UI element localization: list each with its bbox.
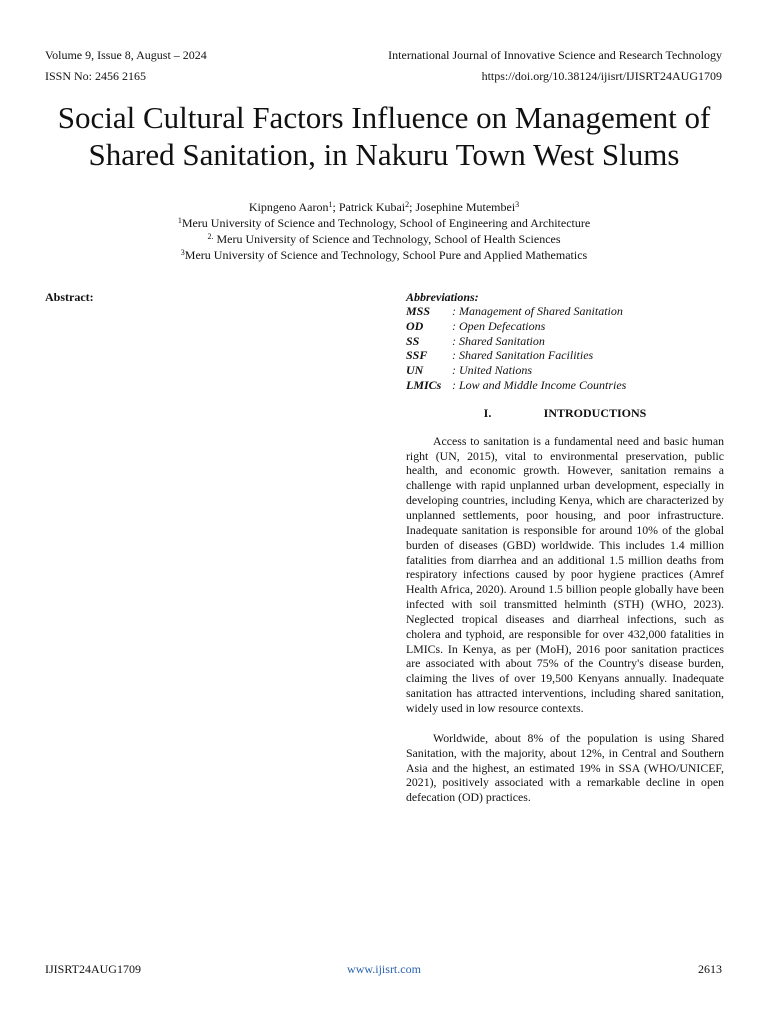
affiliation-line: [0, 247, 768, 263]
right-column: [406, 290, 724, 817]
abbreviation-row: [406, 319, 724, 334]
journal-volume: Volume 9, Issue 8, August – 2024: [45, 48, 207, 62]
title-line-1: Social Cultural Factors Influence on Management of: [57, 100, 711, 135]
abbreviation-value: : Low and Middle Income Countries: [452, 377, 627, 392]
author-affiliation-mark: 1: [328, 200, 333, 209]
affiliation-text: Meru University of Science and Technology, School of Engineering and Architecture: [181, 216, 591, 230]
author-name: Kipngeno Aaron: [248, 200, 329, 214]
affiliation-line: [0, 215, 768, 231]
journal-name: International Journal of Innovative Science and Research Technology: [388, 48, 722, 62]
abbreviation-key: LMICs: [406, 377, 442, 392]
affiliation-mark: 1: [177, 216, 182, 225]
author-affiliation-mark: 3: [515, 200, 520, 209]
author-list: [0, 199, 768, 215]
abbreviations-heading: Abbreviations:: [406, 290, 479, 304]
affiliation-mark: 2.: [207, 232, 214, 241]
journal-issn: ISSN No: 2456 2165: [45, 69, 147, 83]
affiliation-line: [0, 231, 768, 247]
abbreviation-row: [406, 334, 724, 349]
body-paragraph: Access to sanitation is a fundamental need and basic human right (UN, 2015), vital to environmental preservation, public health, and economic growth. However, sanitation remains a challenge with rapid unplanned urban development, especially in developing countries, including Kenya, which are characterized by unplanned settlements, poor housing, and poor infrastructure. Inadequate sanitation is responsible for around 10% of the global burden of diseases (GBD) worldwide. This includes 1.4 million fatalities from diarrhea and an additional 1.5 million deaths from respiratory infections caused by poor hygiene practices (Amref Health Africa, 2020). Around 1.5 billion people globally have been infected with soil transmitted helminth (STH) (WHO, 2023). Neglected tropical diseases and diarrheal infections, such as cholera and typhoid, are responsible for over 432,000 fatalities in LMICs. In Kenya, as per (MoH), 2016 poor sanitation practices are associated with about 75% of the Country's disease burden, claiming the lives of over 19,500 Kenyans annually. Inadequate sanitation has attracted interventions, including shared sanitation, widely used in low resource contexts.: [406, 433, 724, 715]
affiliation-text: Meru University of Science and Technology, School of Health Sciences: [213, 232, 561, 246]
abbreviation-row: [406, 304, 724, 319]
abbreviation-value: : Open Defecations: [452, 318, 546, 333]
abbreviation-value: : United Nations: [452, 363, 532, 378]
abbreviation-value: : Shared Sanitation Facilities: [452, 348, 594, 363]
abbreviation-value: : Shared Sanitation: [452, 333, 545, 348]
paper-title: [0, 99, 768, 173]
section-number: I.: [483, 405, 492, 420]
abbreviation-key: MSS: [406, 304, 431, 318]
abbreviation-key: SSF: [406, 348, 428, 363]
abbreviation-key: SS: [406, 333, 420, 348]
abbreviation-key: OD: [406, 318, 424, 333]
abstract-heading: Abstract:: [45, 290, 94, 304]
affiliation-mark: 3: [180, 248, 185, 257]
author-affiliation-mark: 2: [405, 200, 410, 209]
abbreviation-key: UN: [406, 363, 424, 378]
author-block: [0, 199, 768, 263]
author-name: Josephine Mutembei: [415, 200, 516, 214]
body-paragraph: Worldwide, about 8% of the population is using Shared Sanitation, with the majority, about 12%, in Central and Southern Asia and the highest, an estimated 19% in SSA (WHO/UNICEF, 2021), positively associated with a remarkable decline in open defecation (OD) practices.: [406, 730, 724, 805]
section-title: INTRODUCTIONS: [543, 405, 647, 420]
author-name: Patrick Kubai: [338, 200, 406, 214]
abbreviation-row: [406, 363, 724, 378]
abbreviation-row: [406, 348, 724, 363]
page-number: 2613: [698, 962, 722, 976]
abbreviation-value: : Management of Shared Sanitation: [452, 304, 623, 318]
footer-paper-id: IJISRT24AUG1709: [45, 962, 141, 976]
title-line-2: Shared Sanitation, in Nakuru Town West Slums: [88, 137, 680, 172]
author-separator: ;: [409, 200, 416, 214]
footer-website-link[interactable]: www.ijisrt.com: [347, 962, 421, 976]
affiliation-text: Meru University of Science and Technology, School Pure and Applied Mathematics: [184, 248, 588, 262]
author-separator: ;: [332, 200, 339, 214]
doi-link[interactable]: https://doi.org/10.38124/ijisrt/IJISRT24AUG1709: [481, 69, 722, 83]
abbreviation-row: [406, 378, 724, 393]
section-heading: [406, 406, 724, 420]
